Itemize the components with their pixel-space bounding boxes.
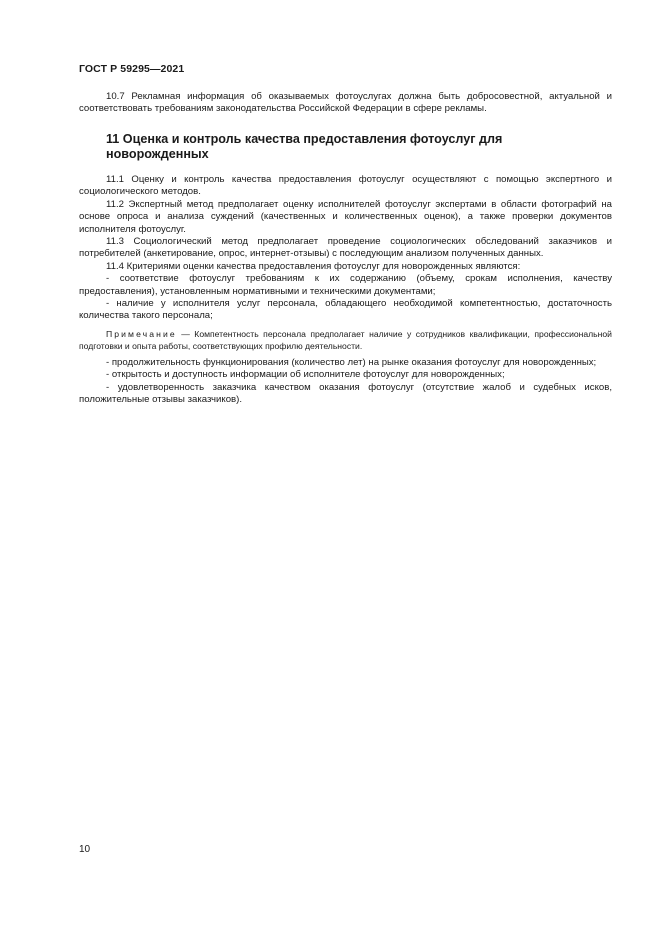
criteria-item: - наличие у исполнителя услуг персонала, обладающего необходимой компетентностью, достаточность количества такого персонала;	[79, 298, 612, 322]
note	[79, 328, 612, 352]
criteria-item: - удовлетворенность заказчика качеством оказания фотоуслуг (отсутствие жалоб и судебных исков, положительные отзывы заказчиков).	[79, 381, 612, 406]
section-11-title: 11 Оценка и контроль качества предоставления фотоуслуг для новорожденных	[106, 131, 503, 162]
criteria-item: - продолжительность функционирования (количество лет) на рынке оказания фотоуслуг для новорожденных;	[106, 356, 597, 368]
paragraph-11-2: 11.2 Экспертный метод предполагает оценку исполнителей фотоуслуг экспертами в области фотографий на основе опроса и анализа суждений (качественных и количественных оценок), а также проверки документов исполнителя фотоуслуг.	[79, 198, 612, 235]
paragraph-11-4: 11.4 Критериями оценки качества предоставления фотоуслуг для новорожденных являются:	[106, 260, 521, 272]
page-number: 10	[79, 844, 91, 855]
criteria-item: - соответствие фотоуслуг требованиям к их содержанию (объему, срокам исполнения, качеству предоставления), установленным нормативными и техническими документами;	[79, 273, 612, 297]
page-content	[79, 91, 612, 407]
criteria-item: - открытость и доступность информации об исполнителе фотоуслуг для новорожденных;	[106, 369, 505, 381]
standard-header: ГОСТ Р 59295—2021	[79, 63, 185, 75]
note-label: Примечание	[106, 328, 177, 339]
paragraph-10-7: 10.7 Рекламная информация об оказываемых фотоуслугах должна быть добросовестной, актуальной и соответствовать требованиям законодательства Российской Федерации в сфере рекламы.	[79, 91, 612, 115]
paragraph-11-3: 11.3 Социологический метод предполагает проведение социологических обследований заказчиков и потребителей (анкетирование, опрос, интернет-отзывы) с последующим анализом полученных данных.	[79, 236, 612, 260]
paragraph-11-1: 11.1 Оценку и контроль качества предоставления фотоуслуг осуществляют с помощью экспертного и социологического методов.	[79, 174, 612, 198]
note-text: — Компетентность персонала предполагает наличие у сотрудников квалификации, профессиональной подготовки и опыта работы, соответствующих профилю деятельности.	[79, 328, 612, 351]
